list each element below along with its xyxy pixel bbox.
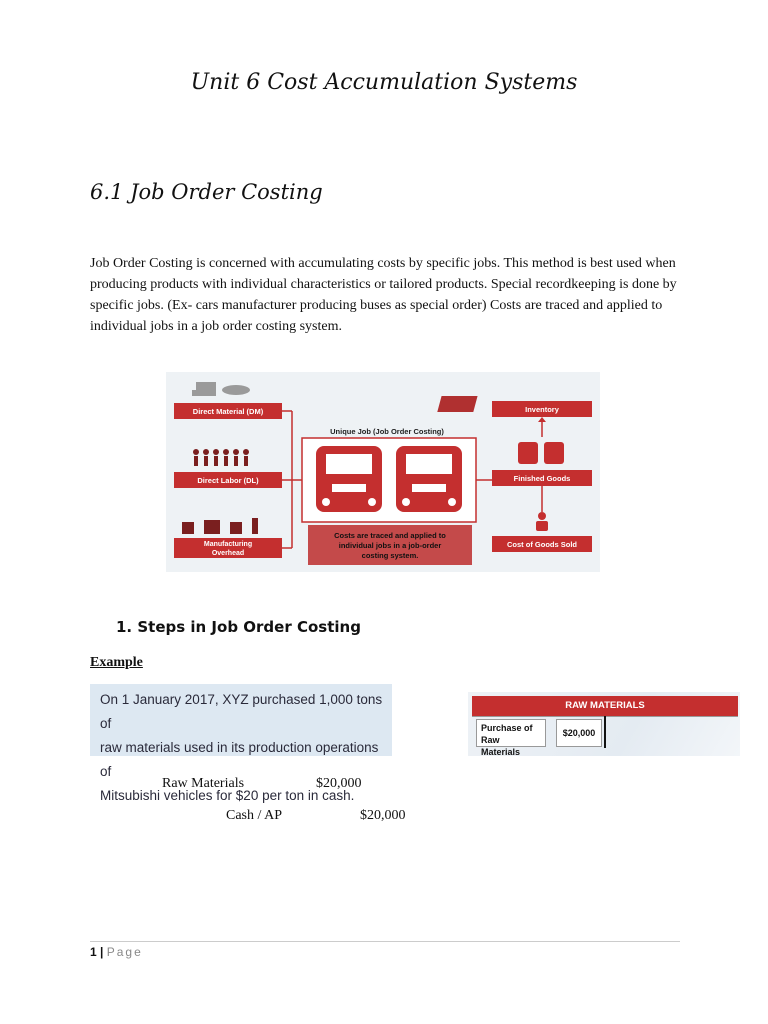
journal-credit-account: Cash / AP [226, 808, 283, 823]
person-icon [536, 512, 548, 531]
ledger-t-line [604, 716, 606, 748]
journal-credit-amount: $20,000 [360, 808, 406, 823]
inventory-label: Inventory [525, 405, 559, 414]
ledger-row-amount: $20,000 [556, 719, 602, 747]
direct-labor-label: Direct Labor (DL) [197, 476, 259, 485]
steps-heading: 1. Steps in Job Order Costing [116, 618, 361, 636]
overhead-label-2: Overhead [211, 550, 245, 557]
page-label: Page [106, 945, 143, 959]
footer-divider [90, 941, 680, 942]
intro-paragraph: Job Order Costing is concerned with accumulating costs by specific jobs. This method is best used when producing products with individual characteristics or tailored products. Special recordkeeping is done by specific jobs. (Ex- cars manufacturer producing buses as special order) Costs are traced and applied to individual jobs in a job order costing system. [90, 256, 677, 334]
small-bus-icon [518, 442, 564, 464]
caption-line-1: Costs are traced and applied to [334, 531, 446, 540]
document-title: Unit 6 Cost Accumulation Systems [190, 70, 578, 95]
example-label: Example [90, 655, 143, 670]
footer-separator: | [100, 945, 104, 959]
caption-line-3: costing system. [361, 551, 419, 560]
material-icon [192, 382, 250, 396]
section-title: 6.1 Job Order Costing [90, 180, 323, 204]
journal-debit-amount: $20,000 [316, 776, 362, 791]
finished-goods-label: Finished Goods [513, 474, 571, 483]
overhead-label-1: Manufacturing [203, 541, 253, 548]
inventory-icon [437, 396, 477, 412]
ledger-title: RAW MATERIALS [472, 696, 738, 716]
job-order-costing-diagram [166, 372, 600, 572]
bus-icon [396, 446, 462, 512]
overhead-icon [182, 518, 258, 534]
raw-materials-ledger [468, 692, 740, 756]
ledger-row-label: Purchase of Raw Materials [476, 719, 546, 747]
bus-icon [316, 446, 382, 512]
direct-material-label: Direct Material (DM) [192, 407, 264, 416]
page-number: 1 [90, 945, 97, 959]
unique-job-label: Unique Job (Job Order Costing) [330, 427, 444, 436]
labor-icon [193, 449, 249, 466]
example-line-2: raw materials used in its production operations of [100, 740, 379, 779]
journal-debit-account: Raw Materials [162, 776, 245, 791]
example-line-1: On 1 January 2017, XYZ purchased 1,000 tons of [100, 692, 383, 731]
caption-line-2: individual jobs in a job-order [338, 541, 442, 550]
cogs-label: Cost of Goods Sold [507, 540, 577, 549]
page-footer [90, 945, 143, 959]
example-line-3: Mitsubishi vehicles for $20 per ton in cash. [100, 788, 355, 803]
